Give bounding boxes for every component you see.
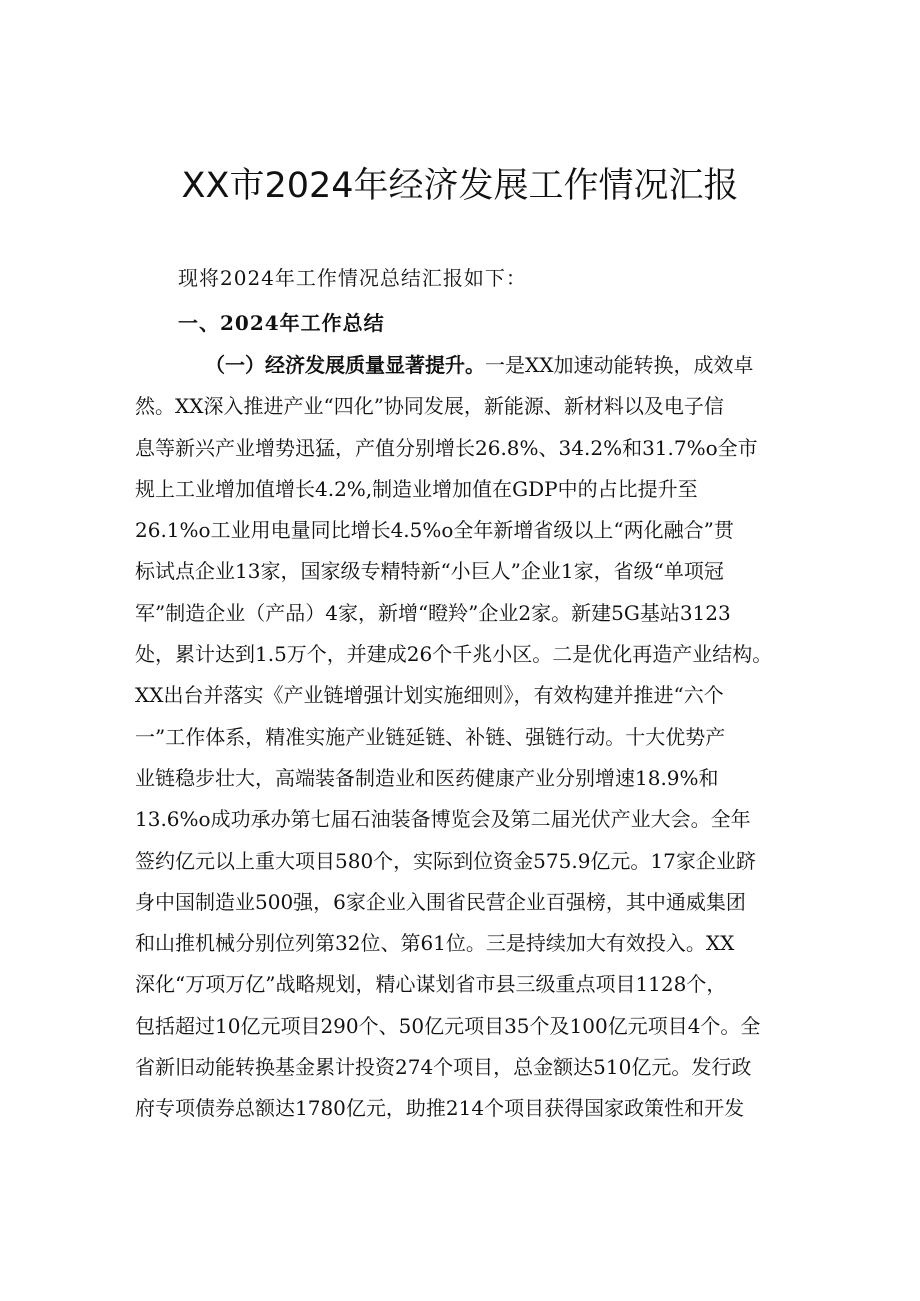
paragraph-line: 然。XX深入推进产业“四化”协同发展，新能源、新材料以及电子信 — [135, 394, 724, 419]
paragraph-line: 一”工作体系，精准实施产业链延链、补链、强链行动。十大优势产 — [135, 724, 726, 749]
paragraph-line — [135, 345, 795, 386]
paragraph-line: 深化“万项万亿”战略规划，精心谋划省市县三级重点项目1128个， — [135, 972, 727, 997]
paragraph-line: 军”制造企业（产品）4家，新增“瞪羚”企业2家。新建5G基站3123 — [135, 600, 731, 625]
document-title: XX市2024年经济发展工作情况汇报 — [181, 166, 739, 206]
section-heading: 一、2024年工作总结 — [178, 311, 385, 335]
paragraph-line: 签约亿元以上重大项目580个，实际到位资金575.9亿元。17家企业跻 — [135, 848, 756, 873]
paragraph-line: 身中国制造业500强，6家企业入围省民营企业百强榜，其中通威集团 — [135, 889, 746, 914]
paragraph-line: 和山推机械分别位列第32位、第61位。三是持续加大有效投入。XX — [135, 931, 735, 956]
paragraph-line: 包括超过10亿元项目290个、50亿元项目35个及100亿元项目4个。全 — [135, 1013, 761, 1038]
body-paragraph — [135, 345, 795, 1130]
paragraph-line: 息等新兴产业增势迅猛，产值分别增长26.8%、34.2%和31.7%o全市 — [135, 435, 758, 460]
paragraph-line: 标试点企业13家，国家级专精特新“小巨人”企业1家，省级“单项冠 — [135, 559, 724, 584]
paragraph-line: 业链稳步壮大，高端装备制造业和医药健康产业分别增速18.9%和 — [135, 765, 719, 790]
paragraph-line: 处，累计达到1.5万个，并建成26个千兆小区。二是优化再造产业结构。 — [135, 642, 773, 667]
paragraph-line: XX出台并落实《产业链增强计划实施细则》，有效构建并推进“六个 — [135, 683, 724, 708]
paragraph-line: 省新旧动能转换基金累计投资274个项目，总金额达510亿元。发行政 — [135, 1055, 752, 1080]
lead-paragraph: 现将2024年工作情况总结汇报如下： — [178, 266, 527, 290]
paragraph-line: 规上工业增加值增长4.2%,制造业增加值在GDP中的占比提升至 — [135, 476, 698, 501]
paragraph-line: 13.6%o成功承办第七届石油装备博览会及第二届光伏产业大会。全年 — [135, 807, 751, 832]
paragraph-line: 府专项债券总额达1780亿元，助推214个项目获得国家政策性和开发 — [135, 1096, 745, 1121]
subsection-heading: （一）经济发展质量显著提升。 — [205, 353, 485, 377]
line-text: 一是XX加速动能转换，成效卓 — [485, 353, 754, 377]
paragraph-line: 26.1%o工业用电量同比增长4.5%o全年新增省级以上“两化融合”贯 — [135, 518, 734, 543]
